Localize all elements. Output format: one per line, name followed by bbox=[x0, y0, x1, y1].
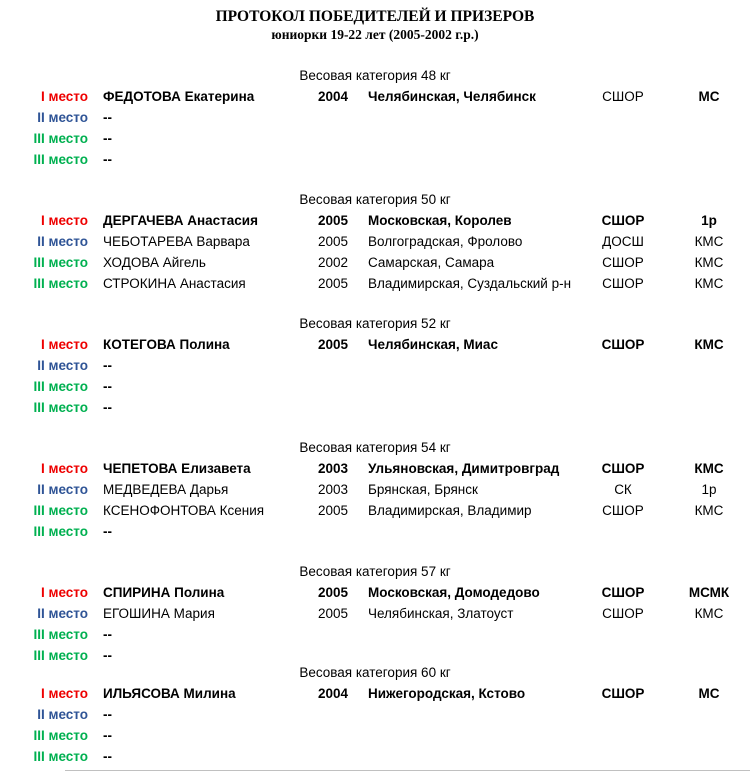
empty-marker: -- bbox=[103, 648, 112, 663]
club-name bbox=[578, 704, 668, 725]
birth-year: 2005 bbox=[317, 337, 348, 352]
place-label: II место bbox=[37, 482, 88, 497]
results-rows bbox=[0, 210, 750, 294]
club-name: СШОР bbox=[601, 461, 645, 476]
birth-year: 2004 bbox=[317, 686, 348, 701]
club-name: СШОР bbox=[602, 255, 644, 270]
region-city bbox=[348, 397, 578, 418]
place-label: I место bbox=[40, 337, 88, 352]
place-label: III место bbox=[33, 503, 88, 518]
sport-rank bbox=[668, 107, 750, 128]
birth-year: 2005 bbox=[317, 234, 348, 249]
club-name bbox=[578, 725, 668, 746]
sport-rank: МС bbox=[698, 686, 720, 701]
place-label: I место bbox=[40, 213, 88, 228]
result-row bbox=[0, 397, 750, 418]
birth-year: 2003 bbox=[317, 482, 348, 497]
place-label: III место bbox=[33, 276, 88, 291]
weight-category-section bbox=[0, 437, 750, 542]
athlete-name: КСЕНОФОНТОВА Ксения bbox=[103, 503, 265, 518]
region-city bbox=[348, 725, 578, 746]
sport-rank: КМС bbox=[694, 503, 724, 518]
sport-rank: МС bbox=[698, 89, 720, 104]
place-label: I место bbox=[40, 686, 88, 701]
place-label: II место bbox=[37, 707, 88, 722]
results-rows bbox=[0, 458, 750, 542]
region-city: Брянская, Брянск bbox=[368, 482, 478, 497]
birth-year: 2004 bbox=[317, 89, 348, 104]
club-name: СШОР bbox=[602, 276, 644, 291]
athlete-name: КОТЕГОВА Полина bbox=[103, 337, 230, 352]
bottom-rule bbox=[65, 770, 750, 771]
place-label: III место bbox=[33, 749, 88, 764]
empty-marker: -- bbox=[103, 379, 112, 394]
empty-marker: -- bbox=[103, 627, 112, 642]
birth-year bbox=[293, 107, 348, 128]
result-row bbox=[0, 479, 750, 500]
region-city: Нижегородская, Кстово bbox=[368, 686, 526, 701]
sport-rank: МСМК bbox=[688, 585, 730, 600]
result-row bbox=[0, 458, 750, 479]
club-name bbox=[578, 645, 668, 666]
club-name bbox=[578, 521, 668, 542]
sport-rank: КМС bbox=[694, 234, 724, 249]
place-label: I место bbox=[40, 461, 88, 476]
club-name bbox=[578, 128, 668, 149]
region-city bbox=[348, 107, 578, 128]
results-rows bbox=[0, 86, 750, 170]
birth-year bbox=[293, 149, 348, 170]
result-row bbox=[0, 334, 750, 355]
club-name: СК bbox=[614, 482, 632, 497]
club-name: СШОР bbox=[602, 89, 644, 104]
results-rows bbox=[0, 683, 750, 767]
weight-category-section bbox=[0, 189, 750, 294]
empty-marker: -- bbox=[103, 524, 112, 539]
club-name: СШОР bbox=[601, 337, 645, 352]
place-label: I место bbox=[40, 89, 88, 104]
place-label: III место bbox=[33, 400, 88, 415]
sections-container bbox=[0, 65, 750, 767]
birth-year bbox=[293, 746, 348, 767]
athlete-name: ФЕДОТОВА Екатерина bbox=[103, 89, 255, 104]
result-row bbox=[0, 128, 750, 149]
athlete-name: СПИРИНА Полина bbox=[103, 585, 225, 600]
place-label: III место bbox=[33, 131, 88, 146]
place-label: III место bbox=[33, 627, 88, 642]
sport-rank bbox=[668, 397, 750, 418]
region-city: Владимирская, Владимир bbox=[368, 503, 532, 518]
place-label: II место bbox=[37, 234, 88, 249]
club-name: СШОР bbox=[601, 686, 645, 701]
region-city: Московская, Королев bbox=[368, 213, 512, 228]
club-name: СШОР bbox=[602, 503, 644, 518]
birth-year bbox=[293, 704, 348, 725]
sport-rank bbox=[668, 149, 750, 170]
club-name: ДОСШ bbox=[602, 234, 644, 249]
sport-rank bbox=[668, 624, 750, 645]
result-row bbox=[0, 86, 750, 107]
region-city bbox=[348, 746, 578, 767]
result-row bbox=[0, 683, 750, 704]
sport-rank bbox=[668, 746, 750, 767]
place-label: III место bbox=[33, 728, 88, 743]
club-name bbox=[578, 376, 668, 397]
region-city bbox=[348, 376, 578, 397]
birth-year bbox=[293, 624, 348, 645]
empty-marker: -- bbox=[103, 728, 112, 743]
athlete-name: ХОДОВА Айгель bbox=[103, 255, 206, 270]
result-row bbox=[0, 725, 750, 746]
place-label: III место bbox=[33, 255, 88, 270]
result-row bbox=[0, 149, 750, 170]
birth-year: 2005 bbox=[317, 213, 348, 228]
empty-marker: -- bbox=[103, 152, 112, 167]
weight-category-header: Весовая категория 48 кг bbox=[299, 68, 451, 83]
place-label: III место bbox=[33, 152, 88, 167]
result-row bbox=[0, 376, 750, 397]
birth-year bbox=[293, 521, 348, 542]
club-name bbox=[578, 746, 668, 767]
birth-year: 2005 bbox=[317, 503, 348, 518]
club-name: СШОР bbox=[601, 213, 645, 228]
birth-year bbox=[293, 397, 348, 418]
sport-rank: КМС bbox=[694, 337, 724, 352]
region-city bbox=[348, 521, 578, 542]
athlete-name: ЧЕПЕТОВА Елизавета bbox=[103, 461, 251, 476]
region-city: Ульяновская, Димитровград bbox=[368, 461, 560, 476]
page-title: ПРОТОКОЛ ПОБЕДИТЕЛЕЙ И ПРИЗЕРОВ bbox=[215, 8, 535, 25]
birth-year: 2003 bbox=[317, 461, 348, 476]
sport-rank: 1р bbox=[701, 213, 717, 228]
sport-rank: КМС bbox=[694, 276, 724, 291]
weight-category-header: Весовая категория 60 кг bbox=[299, 665, 451, 680]
weight-category-header: Весовая категория 57 кг bbox=[299, 564, 451, 579]
birth-year: 2002 bbox=[317, 255, 348, 270]
result-row bbox=[0, 746, 750, 767]
region-city bbox=[348, 128, 578, 149]
result-row bbox=[0, 624, 750, 645]
region-city bbox=[348, 624, 578, 645]
birth-year bbox=[293, 725, 348, 746]
sport-rank bbox=[668, 376, 750, 397]
result-row bbox=[0, 704, 750, 725]
club-name bbox=[578, 149, 668, 170]
birth-year bbox=[293, 128, 348, 149]
region-city: Волгоградская, Фролово bbox=[368, 234, 523, 249]
sport-rank bbox=[668, 355, 750, 376]
birth-year: 2005 bbox=[317, 276, 348, 291]
empty-marker: -- bbox=[103, 110, 112, 125]
weight-category-header: Весовая категория 54 кг bbox=[299, 440, 451, 455]
place-label: III место bbox=[33, 648, 88, 663]
athlete-name: МЕДВЕДЕВА Дарья bbox=[103, 482, 229, 497]
region-city bbox=[348, 355, 578, 376]
region-city bbox=[348, 149, 578, 170]
weight-category-section bbox=[0, 65, 750, 170]
weight-category-section bbox=[0, 313, 750, 418]
weight-category-header: Весовая категория 50 кг bbox=[299, 192, 451, 207]
region-city: Самарская, Самара bbox=[368, 255, 495, 270]
birth-year bbox=[293, 355, 348, 376]
place-label: II место bbox=[37, 358, 88, 373]
birth-year: 2005 bbox=[317, 585, 348, 600]
result-row bbox=[0, 231, 750, 252]
sport-rank bbox=[668, 521, 750, 542]
empty-marker: -- bbox=[103, 707, 112, 722]
results-rows bbox=[0, 334, 750, 418]
club-name bbox=[578, 397, 668, 418]
athlete-name: ЕГОШИНА Мария bbox=[103, 606, 215, 621]
result-row bbox=[0, 355, 750, 376]
result-row bbox=[0, 252, 750, 273]
result-row bbox=[0, 500, 750, 521]
result-row bbox=[0, 107, 750, 128]
sport-rank: КМС bbox=[694, 606, 724, 621]
weight-category-section bbox=[0, 561, 750, 666]
empty-marker: -- bbox=[103, 749, 112, 764]
empty-marker: -- bbox=[103, 131, 112, 146]
results-rows bbox=[0, 582, 750, 666]
sport-rank: КМС bbox=[694, 255, 724, 270]
weight-category-header: Весовая категория 52 кг bbox=[299, 316, 451, 331]
result-row bbox=[0, 273, 750, 294]
result-row bbox=[0, 210, 750, 231]
birth-year: 2005 bbox=[317, 606, 348, 621]
athlete-name: ИЛЬЯСОВА Милина bbox=[103, 686, 236, 701]
sport-rank bbox=[668, 645, 750, 666]
sport-rank: КМС bbox=[694, 461, 724, 476]
club-name bbox=[578, 107, 668, 128]
sport-rank bbox=[668, 725, 750, 746]
athlete-name: ДЕРГАЧЕВА Анастасия bbox=[103, 213, 258, 228]
birth-year bbox=[293, 376, 348, 397]
region-city: Челябинская, Златоуст bbox=[368, 606, 514, 621]
club-name: СШОР bbox=[601, 585, 645, 600]
region-city: Челябинская, Челябинск bbox=[368, 89, 536, 104]
region-city bbox=[348, 704, 578, 725]
empty-marker: -- bbox=[103, 358, 112, 373]
athlete-name: СТРОКИНА Анастасия bbox=[103, 276, 246, 291]
club-name bbox=[578, 624, 668, 645]
place-label: III место bbox=[33, 524, 88, 539]
athlete-name: ЧЕБОТАРЕВА Варвара bbox=[103, 234, 250, 249]
result-row bbox=[0, 582, 750, 603]
empty-marker: -- bbox=[103, 400, 112, 415]
place-label: II место bbox=[37, 110, 88, 125]
place-label: III место bbox=[33, 379, 88, 394]
region-city: Челябинская, Миас bbox=[368, 337, 498, 352]
result-row bbox=[0, 521, 750, 542]
club-name bbox=[578, 355, 668, 376]
sport-rank: 1р bbox=[701, 482, 717, 497]
region-city: Владимирская, Суздальский р-н bbox=[368, 276, 572, 291]
result-row bbox=[0, 603, 750, 624]
club-name: СШОР bbox=[602, 606, 644, 621]
region-city: Московская, Домодедово bbox=[368, 585, 540, 600]
place-label: I место bbox=[40, 585, 88, 600]
weight-category-section bbox=[0, 662, 750, 767]
place-label: II место bbox=[37, 606, 88, 621]
page-subtitle: юниорки 19-22 лет (2005-2002 г.р.) bbox=[271, 27, 479, 42]
sport-rank bbox=[668, 704, 750, 725]
sport-rank bbox=[668, 128, 750, 149]
